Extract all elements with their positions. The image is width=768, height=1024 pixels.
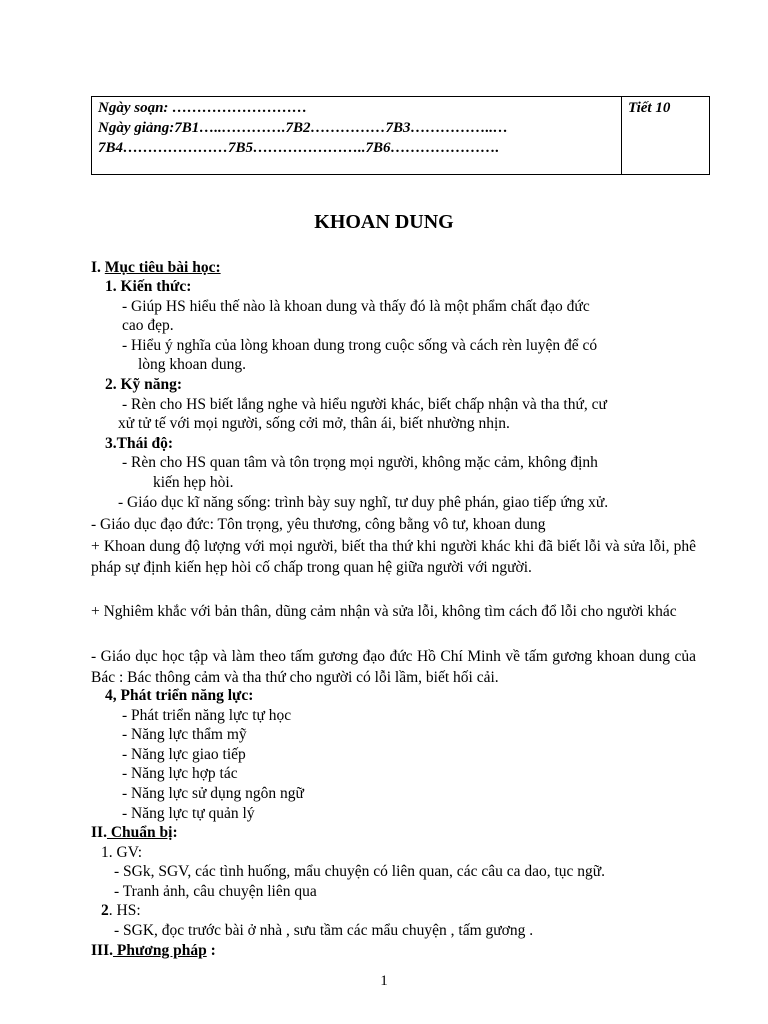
student-prep-item-1: - SGK, đọc trước bài ở nhà , sưu tầm các mẩu chuyện , tấm gương . [114,922,534,939]
competence-item: - Phát triển năng lực tự học [122,707,292,724]
teacher-prep-item-1: - SGk, SGV, các tình huống, mẩu chuyện có liên quan, các câu ca dao, tục ngữ. [114,863,606,880]
header-dates-cell [92,97,622,174]
attitude-heading: 3.Thái độ: [105,435,174,452]
knowledge-item-1-cont: cao đẹp. [122,317,174,334]
teacher-prep-item-2: - Tranh ảnh, câu chuyện liên qua [114,883,317,900]
competence-item: - Năng lực tự quản lý [122,805,255,822]
page-number: 1 [380,973,388,989]
competence-item: - Năng lực hợp tác [122,765,238,782]
prep-date: Ngày soạn: ……………………… [98,100,308,116]
section-2-heading: II. Chuẩn bị: [91,824,178,841]
competence-item: - Năng lực giao tiếp [122,746,246,763]
skills-item-1: - Rèn cho HS biết lắng nghe và hiểu người khác, biết chấp nhận và tha thứ, cư [122,396,607,413]
competence-heading: 4, Phát triển năng lực: [105,687,254,704]
competence-item: - Năng lực sử dụng ngôn ngữ [122,785,304,802]
life-skills-item: - Giáo dục kĩ năng sống: trình bày suy nghĩ, tư duy phê phán, giao tiếp ứng xử. [118,494,609,511]
competence-item: - Năng lực thẩm mỹ [122,726,247,743]
header-period-cell [622,97,709,175]
teacher-prep-heading: 1. GV: [101,844,143,861]
moral-education-item: - Giáo dục đạo đức: Tôn trọng, yêu thương, công bằng vô tư, khoan dung [91,516,546,533]
knowledge-item-1: - Giúp HS hiểu thế nào là khoan dung và thấy đó là một phẩm chất đạo đức [122,298,590,315]
student-prep-heading: 2. HS: [101,902,141,919]
ho-chi-minh-paragraph: - Giáo dục học tập và làm theo tấm gương đạo đức Hồ Chí Minh về tấm gương khoan dung của Bác : Bác thông cảm và tha thứ cho người có lỗi lầm, biết hối cải. [91,648,696,686]
period-label: Tiết 10 [628,100,671,116]
knowledge-item-2: - Hiểu ý nghĩa của lòng khoan dung trong cuộc sống và cách rèn luyện để có [122,337,598,354]
tolerance-paragraph: + Khoan dung độ lượng với mọi người, biết tha thứ khi người khác khi đã biết lỗi và sửa lỗi, phê pháp sự định kiến hẹp hòi cố chấp trong quan hệ giữa người với người. [91,538,696,576]
section-1-heading: I. Mục tiêu bài học: [91,259,221,276]
attitude-item-1-cont: kiến hẹp hòi. [153,474,234,491]
strictness-paragraph: + Nghiêm khắc với bản thân, dũng cảm nhận và sửa lỗi, không tìm cách đổ lỗi cho người khác [91,603,677,620]
page-title: KHOAN DUNG [314,211,454,233]
section-3-heading: III. Phương pháp : [91,942,216,959]
skills-heading: 2. Kỹ năng: [105,376,183,393]
teach-date-line-1: Ngày giảng:7B1…..………….7B2……………7B3……………..… [98,120,509,136]
attitude-item-1: - Rèn cho HS quan tâm và tôn trọng mọi người, không mặc cảm, không định [122,454,598,471]
header-table [91,96,710,175]
skills-item-1-cont: xử tử tế với mọi người, sống cởi mở, thân ái, biết nhường nhịn. [118,415,510,432]
knowledge-heading: 1. Kiến thức: [105,278,192,295]
knowledge-item-2-cont: lòng khoan dung. [138,356,247,373]
teach-date-line-2: 7B4…………………7B5…………………..7B6…………………. [98,140,500,156]
